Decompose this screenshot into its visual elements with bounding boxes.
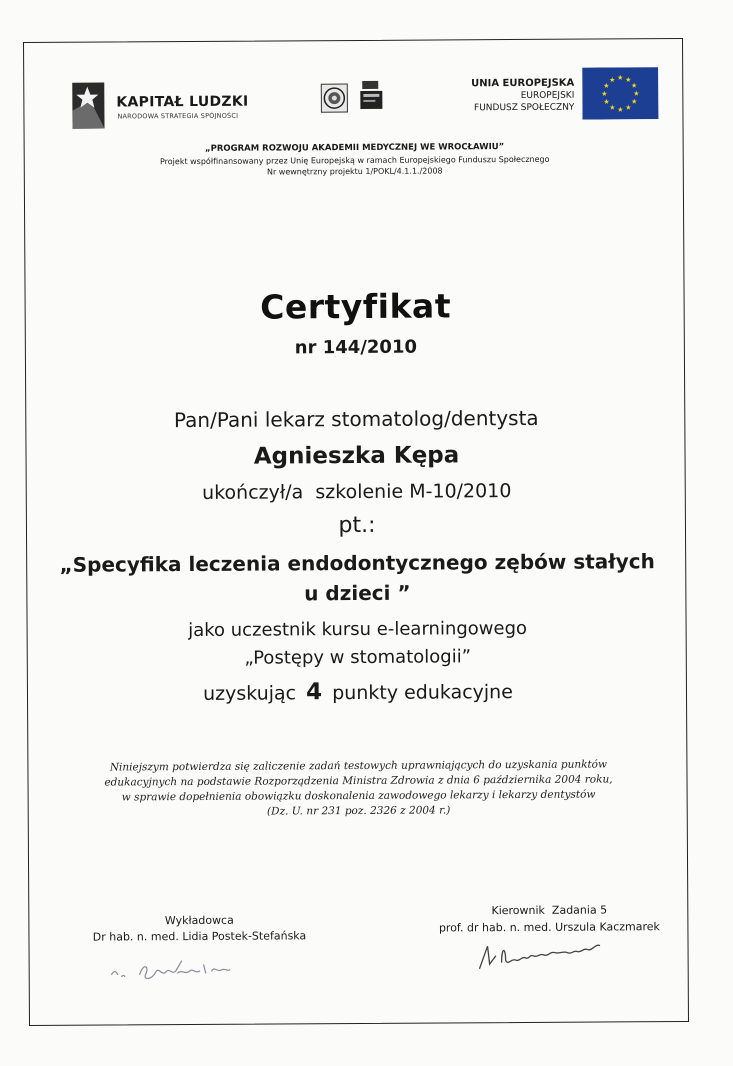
eu-star-icon: ★ — [609, 103, 616, 112]
eu-flag-icon — [582, 67, 658, 119]
project-manager-role: Kierownik Zadania 5 — [491, 903, 608, 918]
legal-line-3: w sprawie dopełnienia obowiązku doskonalenia zawodowego lekarzy i lekarzy dentystów — [121, 788, 596, 804]
project-manager-signature — [469, 937, 639, 972]
eu-star-icon: ★ — [617, 73, 624, 82]
kapital-ludzki-title: KAPITAŁ LUDZKI — [116, 93, 249, 111]
anniversary-book-icon — [358, 79, 384, 113]
eu-subtitle-1: EUROPEJSKI — [520, 90, 575, 101]
eu-star-icon: ★ — [609, 76, 616, 85]
legal-line-4: (Dz. U. nr 231 poz. 2326 z 2004 r.) — [266, 804, 451, 818]
kapital-ludzki-logo-icon — [70, 81, 106, 131]
eu-star-icon: ★ — [601, 89, 608, 98]
topic-line-1: „Specyfika leczenia endodontycznego zębów stałych — [59, 549, 655, 577]
eu-star-icon: ★ — [603, 81, 610, 90]
topic-prefix: pt.: — [338, 512, 376, 539]
lecturer-role: Wykładowca — [164, 913, 234, 928]
topic-line-2: u dzieci ” — [304, 580, 411, 606]
eu-star-icon: ★ — [625, 103, 632, 112]
eu-subtitle-2: FUNDUSZ SPOŁECZNY — [473, 102, 575, 114]
eu-star-icon: ★ — [603, 97, 610, 106]
eu-star-icon: ★ — [630, 81, 638, 90]
recipient-name: Agnieszka Kępa — [253, 442, 460, 470]
course-name: „Postępy w stomatologii” — [244, 646, 472, 669]
points-prefix: uzyskując — [203, 682, 297, 705]
points-line — [28, 677, 688, 707]
kapital-ludzki-subtitle: NARODOWA STRATEGIA SPÓJNOŚCI — [117, 111, 239, 121]
lecturer-name: Dr hab. n. med. Lidia Postek-Stefańska — [92, 929, 307, 944]
points-suffix: punkty edukacyjne — [332, 681, 513, 705]
program-number: Nr wewnętrzny projektu 1/POKL/4.1.1./2008 — [266, 166, 443, 177]
program-title: „PROGRAM ROZWOJU AKADEMII MEDYCZNEJ WE WROCŁAWIU” — [205, 142, 505, 154]
eu-star-icon: ★ — [631, 97, 638, 106]
certificate-title: Certyfikat — [260, 286, 452, 327]
certificate-number: nr 144/2010 — [294, 336, 418, 359]
eu-title: UNIA EUROPEJSKA — [471, 77, 575, 90]
completion-line: ukończył/a szkolenie M-10/2010 — [202, 480, 512, 504]
university-seal-icon — [320, 83, 348, 113]
eu-star-icon: ★ — [633, 89, 640, 98]
eu-star-icon: ★ — [617, 105, 624, 114]
legal-notice — [78, 757, 638, 820]
eu-star-icon: ★ — [625, 75, 632, 84]
certificate-frame — [23, 38, 689, 1026]
points-value: 4 — [306, 679, 323, 706]
program-cofinancing: Projekt współfinansowany przez Unię Europejską w ramach Europejskiego Funduszu Społecznego — [159, 154, 550, 167]
legal-line-2: edukacyjnych na podstawie Rozporządzenia Ministra Zdrowia z dnia 6 października 2004 roku, — [104, 773, 613, 789]
lecturer-signature — [100, 952, 250, 987]
addressee-line: Pan/Pani lekarz stomatolog/dentysta — [173, 405, 539, 433]
project-manager-name: prof. dr hab. n. med. Urszula Kaczmarek — [438, 920, 660, 935]
participant-line: jako uczestnik kursu e-learningowego — [188, 617, 528, 642]
legal-line-1: Niniejszym potwierdza się zaliczenie zadań testowych uprawniających do uzyskania punktów — [109, 758, 608, 774]
